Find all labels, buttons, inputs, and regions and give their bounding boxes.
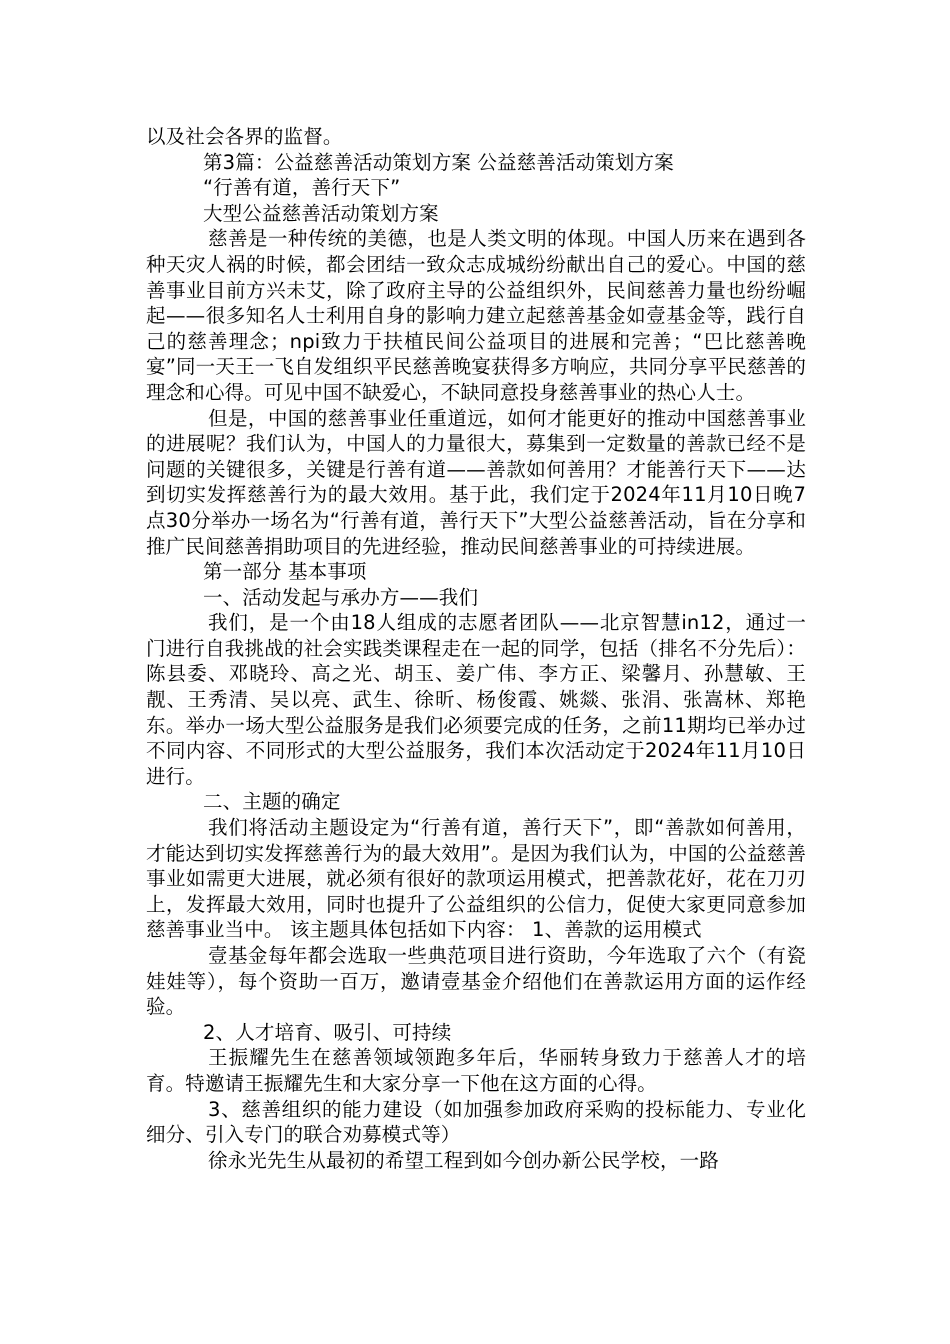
part-heading: 第一部分 基本事项 xyxy=(203,560,367,584)
list-item-heading: 3、慈善组织的能力建设（如加强参加政府采购的投标能力、专业化细分、引入专门的联合劝募模式等） xyxy=(146,1097,806,1147)
paragraph: 王振耀先生在慈善领域领跑多年后，华丽转身致力于慈善人才的培育。特邀请王振耀先生和大家分享一下他在这方面的心得。 xyxy=(146,1046,806,1095)
paragraph: 我们，是一个由18人组成的志愿者团队——北京智慧in12，通过一门进行自我挑战的社会实践类课程走在一起的同学，包括（排名不分先后）：陈县委、邓晓玲、高之光、胡玉、姜广伟、李方正、梁馨月、孙慧敏、王靓、王秀清、吴以亮、武生、徐昕、杨俊霞、姚燚、张涓、张嵩林、郑艳东。举办一场大型公益服务是我们必须要完成的任务，之前11期均已举办过不同内容、不同形式的大型公益服务，我们本次活动定于2024年11月10日进行。 xyxy=(146,611,806,788)
subsection-heading: 一、活动发起与承办方——我们 xyxy=(203,585,479,609)
section-heading: 第3篇：公益慈善活动策划方案 公益慈善活动策划方案 xyxy=(203,150,674,174)
paragraph: 我们将活动主题设定为“行善有道，善行天下”，即“善款如何善用，才能达到切实发挥慈善行为的最大效用”。是因为我们认为，中国的公益慈善事业如需更大进展，就必须有很好的款项运用模式，把善款花好，花在刀刃上，发挥最大效用，同时也提升了公益组织的公信力，促使大家更同意参加慈善事业当中。 该主题具体包括如下内容： 1、善款的运用模式 xyxy=(146,816,806,942)
paragraph: 但是，中国的慈善事业任重道远，如何才能更好的推动中国慈善事业的进展呢？我们认为，中国人的力量很大，募集到一定数量的善款已经不是问题的关键很多，关键是行善有道——善款如何善用？才能善行天下——达到切实发挥慈善行为的最大效用。基于此，我们定于2024年11月10日晚7点30分举办一场名为“行善有道，善行天下”大型公益慈善活动，旨在分享和推广民间慈善捐助项目的先进经验，推动民间慈善事业的可持续进展。 xyxy=(146,406,806,558)
paragraph: 壹基金每年都会选取一些典范项目进行资助，今年选取了六个（有瓷娃娃等），每个资助一百万，邀请壹基金介绍他们在善款运用方面的运作经验。 xyxy=(146,944,806,1019)
list-item-heading: 2、人才培育、吸引、可持续 xyxy=(203,1020,452,1044)
document-body xyxy=(146,124,806,1173)
paragraph: 慈善是一种传统的美德，也是人类文明的体现。中国人历来在遇到各种天灾人祸的时候，都会团结一致众志成城纷纷献出自己的爱心。中国的慈善事业目前方兴未艾，除了政府主导的公益组织外，民间慈善力量也纷纷崛起——很多知名人士利用自身的影响力建立起慈善基金如壹基金等，践行自己的慈善理念；npi致力于扶植民间公益项目的进展和完善；“巴比慈善晚宴”同一天王一飞自发组织平民慈善晚宴获得多方响应，共同分享平民慈善的理念和心得。可见中国不缺爱心，不缺同意投身慈善事业的热心人士。 xyxy=(146,227,806,404)
paragraph: 徐永光先生从最初的希望工程到如今创办新公民学校，一路 xyxy=(208,1148,719,1172)
activity-slogan: “行善有道，善行天下” xyxy=(203,176,401,200)
paragraph: 以及社会各界的监督。 xyxy=(146,125,343,148)
subsection-heading: 二、主题的确定 xyxy=(203,790,341,814)
plan-title: 大型公益慈善活动策划方案 xyxy=(203,201,439,225)
